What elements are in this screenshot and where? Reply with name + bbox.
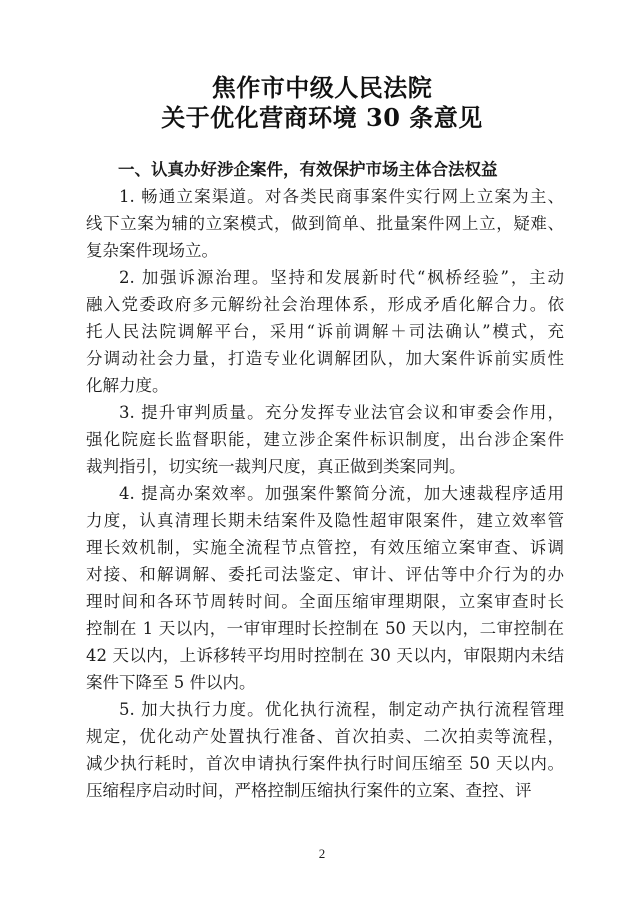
paragraph-list	[86, 183, 564, 804]
paragraph-line: 减少执行耗时，首次申请执行案件执行时间压缩至 50 天以内。	[86, 754, 564, 773]
paragraph-line: 化解力度。	[86, 376, 169, 395]
paragraph	[86, 696, 564, 804]
paragraph-line: 线下立案为辅的立案模式，做到简单、批量案件网上立，疑难、	[86, 214, 564, 233]
paragraph	[86, 264, 564, 399]
paragraph-line: 托人民法院调解平台，采用“诉前调解＋司法确认”模式，充	[86, 322, 564, 341]
paragraph-line: 4. 提高办案效率。加强案件繁简分流，加大速裁程序适用	[119, 484, 564, 503]
paragraph-line: 裁判指引，切实统一裁判尺度，真正做到类案同判。	[86, 457, 466, 476]
paragraph-line: 强化院庭长监督职能，建立涉企案件标识制度，出台涉企案件	[86, 430, 564, 449]
paragraph	[86, 480, 564, 696]
paragraph-line: 对接、和解调解、委托司法鉴定、审计、评估等中介行为的办	[86, 565, 564, 584]
paragraph-line: 压缩程序启动时间，严格控制压缩执行案件的立案、查控、评	[86, 781, 532, 800]
paragraph-line: 42 天以内，上诉移转平均用时控制在 30 天以内，审限期内未结	[86, 646, 564, 665]
paragraph-line: 5. 加大执行力度。优化执行流程，制定动产执行流程管理	[119, 700, 564, 719]
paragraph-line: 复杂案件现场立。	[86, 241, 218, 260]
paragraph-line: 理时间和各环节周转时间。全面压缩审理期限，立案审查时长	[86, 592, 564, 611]
paragraph-line: 控制在 1 天以内，一审审理时长控制在 50 天以内，二审控制在	[86, 619, 564, 638]
paragraph-line: 规定，优化动产处置执行准备、首次拍卖、二次拍卖等流程，	[86, 727, 564, 746]
document-body	[86, 156, 564, 804]
paragraph-line: 分调动社会力量，打造专业化调解团队，加大案件诉前实质性	[86, 349, 564, 368]
paragraph-line: 案件下降至 5 件以内。	[86, 673, 256, 692]
document-title-line-1: 焦作市中级人民法院	[211, 73, 433, 102]
page-number: 2	[318, 846, 326, 861]
document-title-line-2: 关于优化营商环境 30 条意见	[161, 103, 483, 132]
paragraph-line: 1. 畅通立案渠道。对各类民商事案件实行网上立案为主、	[119, 187, 564, 206]
paragraph-line: 融入党委政府多元解纷社会治理体系，形成矛盾化解合力。依	[86, 295, 564, 314]
paragraph-line: 力度，认真清理长期未结案件及隐性超审限案件，建立效率管	[86, 511, 564, 530]
paragraph-line: 理长效机制，实施全流程节点管控，有效压缩立案审查、诉调	[86, 538, 564, 557]
section-heading: 一、认真办好涉企案件，有效保护市场主体合法权益	[118, 160, 498, 179]
paragraph-line: 2. 加强诉源治理。坚持和发展新时代“枫桥经验”，主动	[119, 268, 564, 287]
paragraph	[86, 183, 564, 264]
paragraph-line: 3. 提升审判质量。充分发挥专业法官会议和审委会作用，	[119, 403, 564, 422]
paragraph	[86, 399, 564, 480]
